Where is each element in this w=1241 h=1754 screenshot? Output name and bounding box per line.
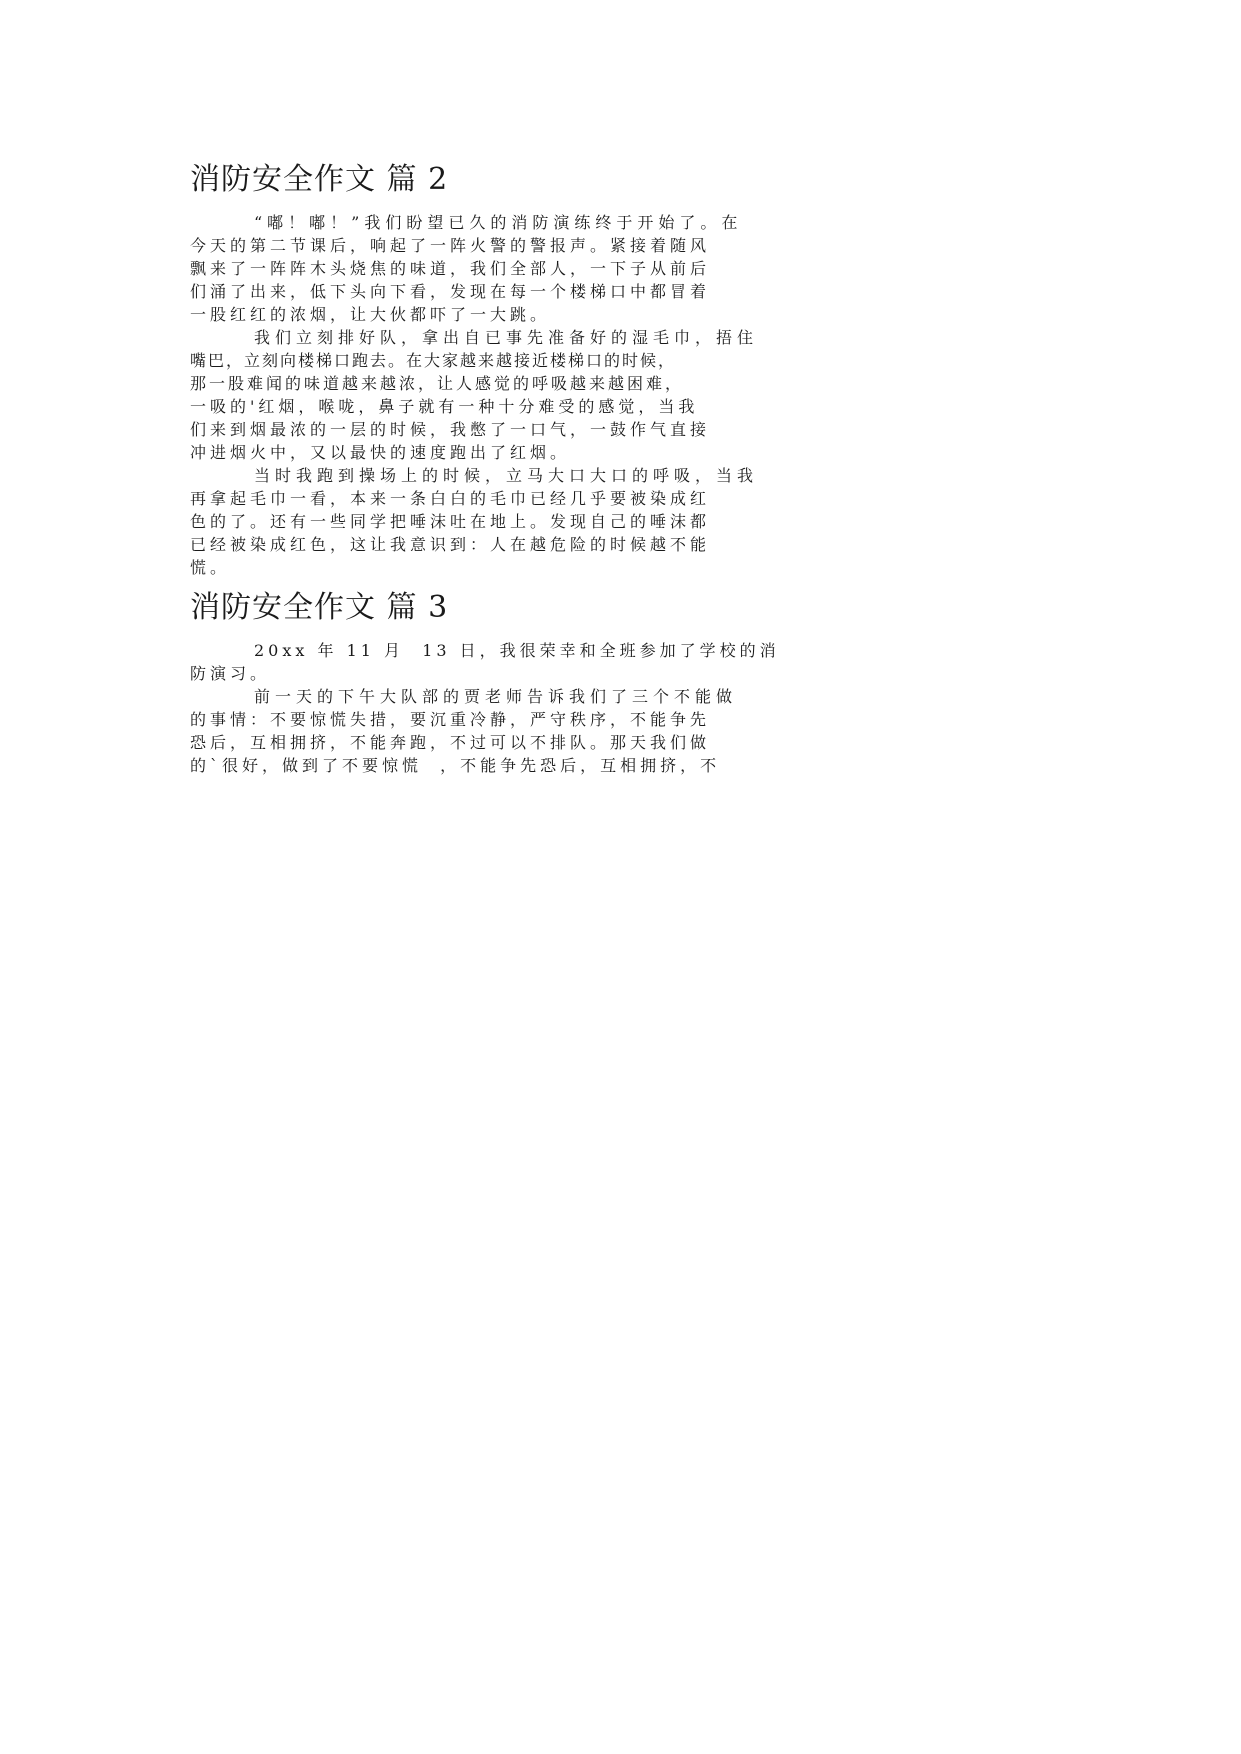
text-line: 今天的第二节课后，响起了一阵火警的警报声。紧接着随风 [190,236,711,255]
paragraph [190,638,1060,684]
text-line: 的事情：不要惊慌失措，要沉重冷静，严守秩序，不能争先 [190,710,711,729]
text-line: 那一股难闻的味道越来越浓，让人感觉的呼吸越来越困难， [190,374,685,393]
text-line: 一股红红的浓烟，让大伙都吓了一大跳。 [190,305,551,324]
paragraph [190,463,1060,578]
essay-section [190,578,1060,776]
text-line: 一吸的'红烟，喉咙，鼻子就有一种十分难受的感觉，当我 [190,397,699,416]
text-line: 当时我跑到操场上的时候，立马大口大口的呼吸，当我 [254,466,759,485]
paragraph [190,325,1060,463]
text-line: 的`很好，做到了不要惊慌 ，不能争先恐后，互相拥挤，不 [190,756,721,775]
text-line: 们来到烟最浓的一层的时候，我憋了一口气，一鼓作气直接 [190,420,711,439]
text-line: 恐后，互相拥挤，不能奔跑，不过可以不排队。那天我们做 [190,733,711,752]
paragraph [190,684,1060,776]
text-line: 我们立刻排好队，拿出自已事先准备好的湿毛巾，捂住 [254,328,759,347]
text-line: 前一天的下午大队部的贾老师告诉我们了三个不能做 [254,687,738,706]
text-line: 已经被染成红色，这让我意识到：人在越危险的时候越不能 [190,535,711,554]
text-line: 色的了。还有一些同学把唾沫吐在地上。发现自己的唾沫都 [190,512,711,531]
section-heading: 消防安全作文 篇 3 [190,590,449,625]
text-line: 飘来了一阵阵木头烧焦的味道，我们全部人，一下子从前后 [190,259,711,278]
text-line: 20xx 年 11 月 13 日，我很荣幸和全班参加了学校的消 [254,641,780,660]
paragraph [190,210,1060,325]
text-line: 们涌了出来，低下头向下看，发现在每一个楼梯口中都冒着 [190,282,711,301]
text-line: 防演习。 [190,664,271,683]
document-page [190,150,1060,776]
text-line: “嘟！嘟！”我们盼望已久的消防演练终于开始了。在 [254,213,743,232]
section-heading: 消防安全作文 篇 2 [190,162,449,197]
text-line: 冲进烟火中，又以最快的速度跑出了红烟。 [190,443,571,462]
essay-section [190,150,1060,578]
text-line: 再拿起毛巾一看，本来一条白白的毛巾已经几乎要被染成红 [190,489,711,508]
text-line: 嘴巴，立刻向楼梯口跑去。在大家越来越接近楼梯口的时候， [190,351,677,370]
text-line: 慌。 [190,558,231,577]
